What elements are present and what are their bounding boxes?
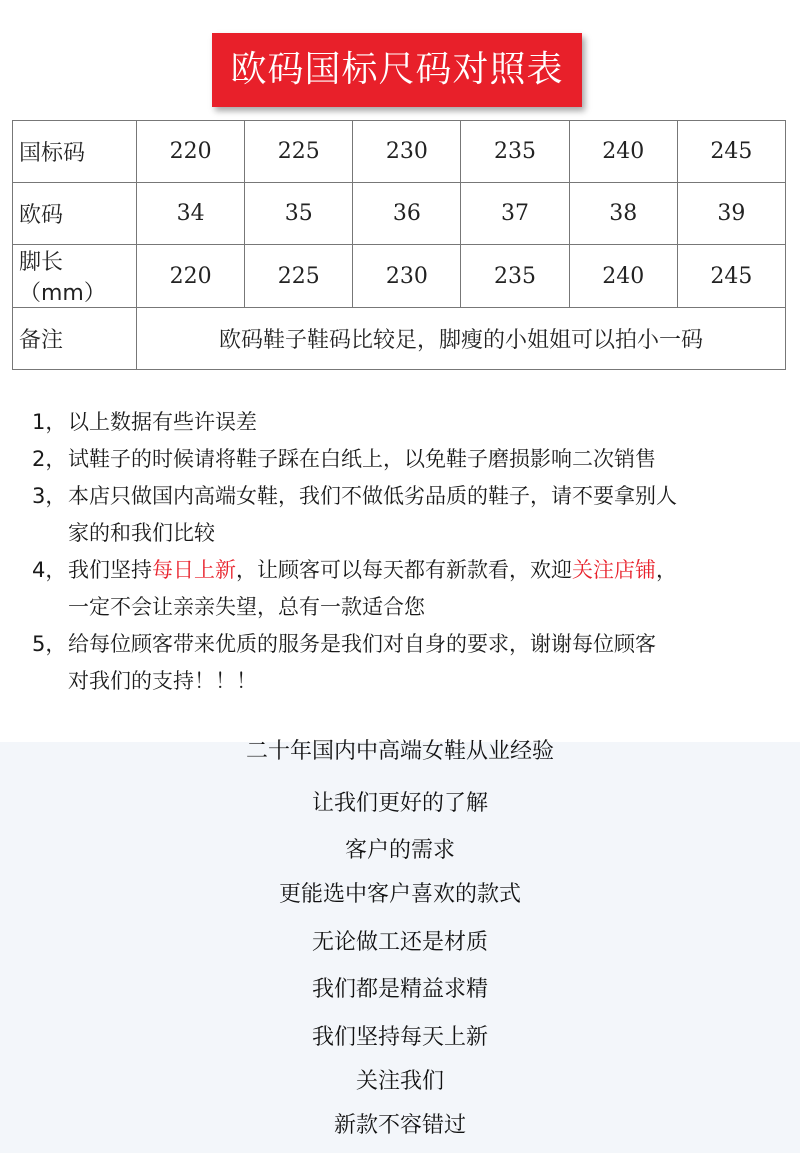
note-line: 家的和我们比较 — [68, 521, 215, 545]
note-line: 一定不会让亲亲失望，总有一款适合您 — [68, 595, 425, 619]
note-number: 1， — [32, 410, 67, 434]
table-cell: 235 — [461, 245, 569, 308]
table-row — [13, 183, 786, 245]
table-cell: 230 — [353, 121, 461, 183]
note-number: 2， — [32, 447, 67, 471]
note-line: 以上数据有些许误差 — [68, 410, 257, 434]
note-line: 本店只做国内高端女鞋，我们不做低劣品质的鞋子，请不要拿别人 — [68, 484, 677, 508]
note-line: 对我们的支持！！！ — [68, 669, 257, 693]
table-cell: 245 — [677, 121, 785, 183]
table-cell: 225 — [245, 121, 353, 183]
note-text — [68, 441, 782, 478]
slogan-line: 更能选中客户喜欢的款式 — [278, 882, 521, 907]
note-item — [32, 552, 782, 626]
note-item — [32, 478, 782, 552]
table-cell: 34 — [137, 183, 245, 245]
table-cell: 39 — [677, 183, 785, 245]
table-cell: 38 — [569, 183, 677, 245]
table-cell: 37 — [461, 183, 569, 245]
table-cell: 230 — [353, 245, 461, 308]
note-text: 欧码鞋子鞋码比较足，脚瘦的小姐姐可以拍小一码 — [137, 308, 786, 370]
slogan-follow-us: 关注我们 — [355, 1069, 444, 1094]
slogan-line: 无论做工还是材质 — [311, 930, 488, 955]
note-label: 备注 — [13, 308, 137, 370]
size-chart-table — [12, 120, 786, 370]
slogan-line: 让我们更好的了解 — [311, 791, 488, 816]
note-text — [68, 478, 782, 552]
note-segment: 我们坚持 — [68, 558, 152, 582]
table-cell: 235 — [461, 121, 569, 183]
table-cell: 35 — [245, 183, 353, 245]
note-number: 4， — [32, 558, 67, 582]
table-cell: 245 — [677, 245, 785, 308]
page-title: 欧码国标尺码对照表 — [212, 33, 582, 107]
slogan-line: 我们坚持每天上新 — [311, 1025, 488, 1050]
note-number: 5， — [32, 632, 67, 656]
note-text — [68, 552, 782, 626]
highlight-daily-new: 每日上新 — [152, 558, 236, 582]
table-cell: 240 — [569, 121, 677, 183]
note-segment: ，让顾客可以每天都有新款看，欢迎 — [236, 558, 572, 582]
note-number: 3， — [32, 484, 67, 508]
row-label: 欧码 — [13, 183, 137, 245]
slogan-line: 我们都是精益求精 — [311, 977, 488, 1002]
table-cell: 220 — [137, 121, 245, 183]
note-item — [32, 404, 782, 441]
notes-list — [32, 404, 782, 700]
slogan-line: 客户的需求 — [344, 838, 455, 863]
table-row — [13, 245, 786, 308]
row-label: 脚长（mm） — [13, 245, 137, 308]
slogan-line: 二十年国内中高端女鞋从业经验 — [245, 739, 554, 764]
note-text — [68, 404, 782, 441]
note-item — [32, 441, 782, 478]
table-cell: 36 — [353, 183, 461, 245]
table-row — [13, 121, 786, 183]
row-label: 国标码 — [13, 121, 137, 183]
table-cell: 240 — [569, 245, 677, 308]
note-line: 试鞋子的时候请将鞋子踩在白纸上，以免鞋子磨损影响二次销售 — [68, 447, 656, 471]
note-text — [68, 626, 782, 700]
note-segment: ， — [656, 558, 677, 582]
note-item — [32, 626, 782, 700]
highlight-follow-store: 关注店铺 — [572, 558, 656, 582]
table-cell: 225 — [245, 245, 353, 308]
table-row-note — [13, 308, 786, 370]
slogan-line: 新款不容错过 — [333, 1113, 466, 1138]
table-cell: 220 — [137, 245, 245, 308]
note-line: 给每位顾客带来优质的服务是我们对自身的要求，谢谢每位顾客 — [68, 632, 656, 656]
